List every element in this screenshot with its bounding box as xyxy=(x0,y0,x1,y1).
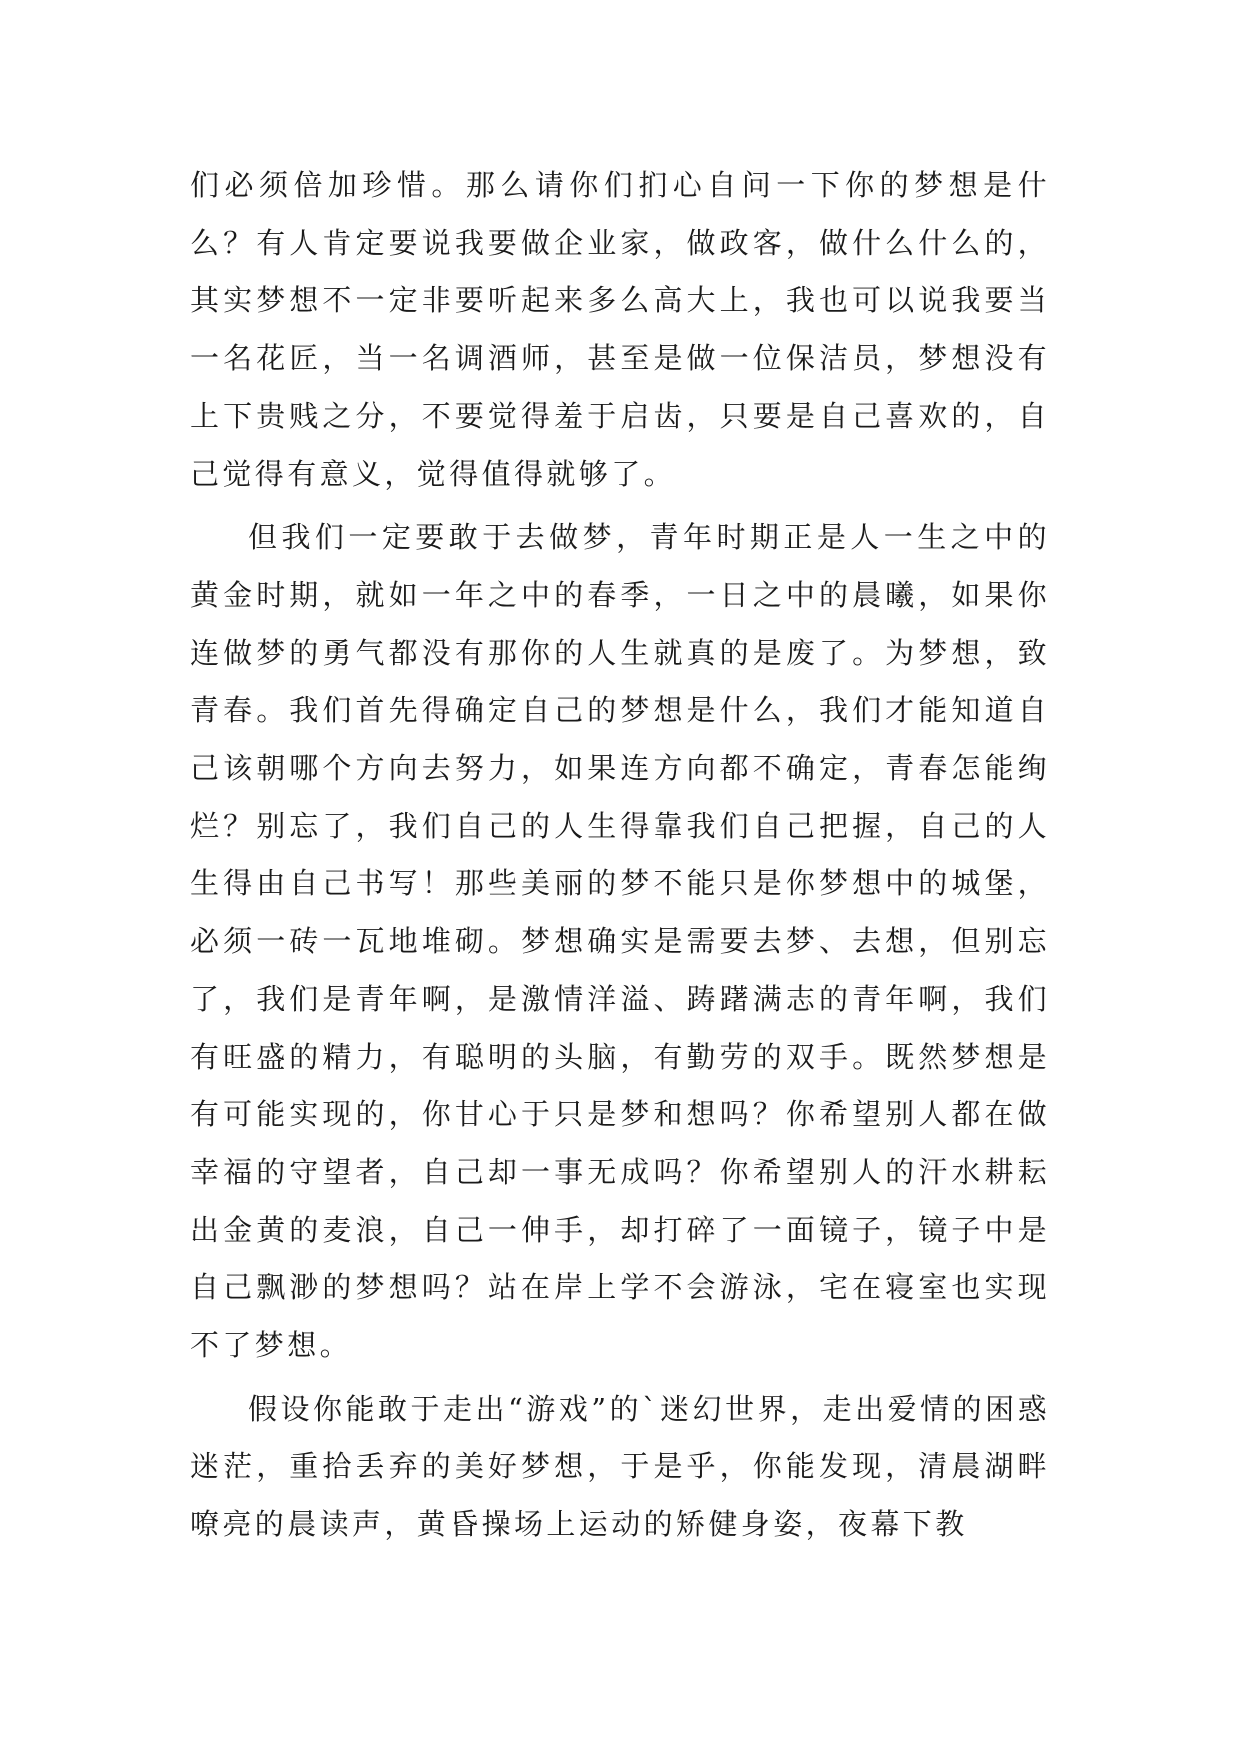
paragraph-1: 们必须倍加珍惜。那么请你们扪心自问一下你的梦想是什么？有人肯定要说我要做企业家，做政客，做什么什么的，其实梦想不一定非要听起来多么高大上，我也可以说我要当一名花匠，当一名调酒师，甚至是做一位保洁员，梦想没有上下贵贱之分，不要觉得羞于启齿，只要是自己喜欢的，自己觉得有意义，觉得值得就够了。 xyxy=(190,168,1050,491)
paragraph-2: 但我们一定要敢于去做梦，青年时期正是人一生之中的黄金时期，就如一年之中的春季，一日之中的晨曦，如果你连做梦的勇气都没有那你的人生就真的是废了。为梦想，致青春。我们首先得确定自己的梦想是什么，我们才能知道自己该朝哪个方向去努力，如果连方向都不确定，青春怎能绚烂？别忘了，我们自己的人生得靠我们自己把握，自己的人生得由自己书写！那些美丽的梦不能只是你梦想中的城堡，必须一砖一瓦地堆砌。梦想确实是需要去梦、去想，但别忘了，我们是青年啊，是激情洋溢、踌躇满志的青年啊，我们有旺盛的精力，有聪明的头脑，有勤劳的双手。既然梦想是有可能实现的，你甘心于只是梦和想吗？你希望别人都在做幸福的守望者，自己却一事无成吗？你希望别人的汗水耕耘出金黄的麦浪，自己一伸手，却打碎了一面镜子，镜子中是自己飘渺的梦想吗？站在岸上学不会游泳，宅在寝室也实现不了梦想。 xyxy=(190,520,1050,1363)
paragraph-3: 假设你能敢于走出“游戏”的`迷幻世界，走出爱情的困惑迷茫，重拾丢弃的美好梦想，于是乎，你能发现，清晨湖畔嘹亮的晨读声，黄昏操场上运动的矫健身姿，夜幕下教 xyxy=(190,1391,1050,1542)
document-body xyxy=(190,157,1050,1554)
